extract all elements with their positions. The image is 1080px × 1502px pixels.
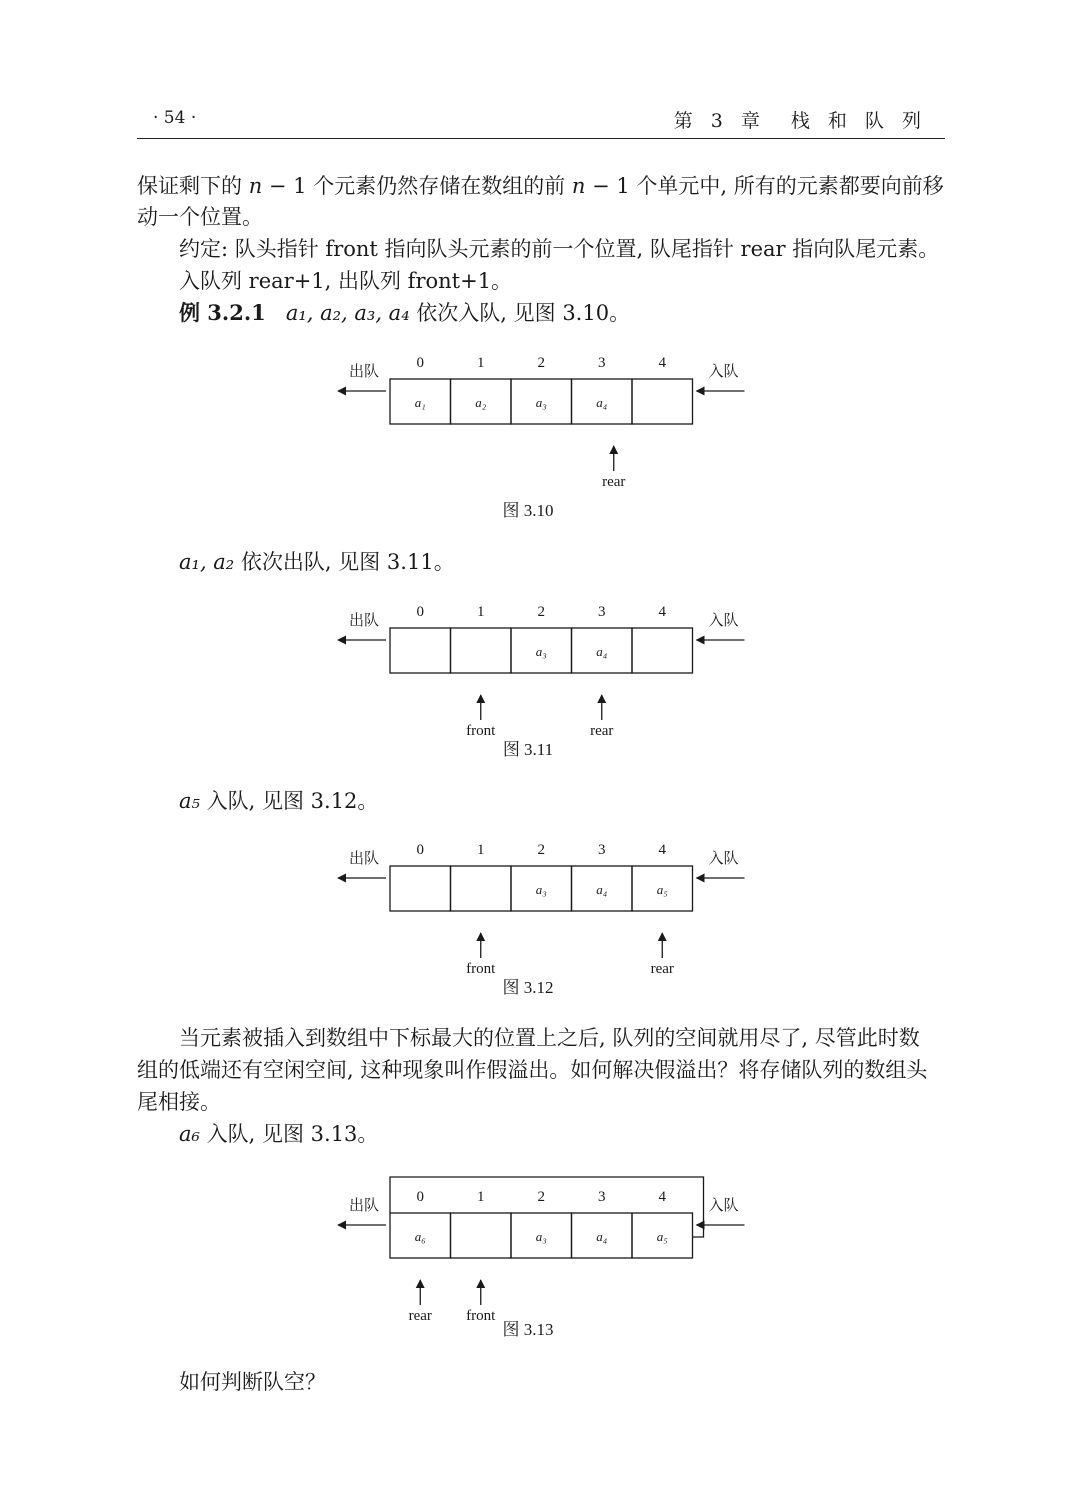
question-line: 如何判断队空？ <box>179 1370 326 1394</box>
cell-index: 3 <box>598 842 606 858</box>
enqueue-label: 入队 <box>708 851 739 867</box>
queue-cell <box>632 628 693 673</box>
overflow-line-3: 尾相接。 <box>137 1090 221 1114</box>
a6-line: a₆ 入队, 见图 3.13。 <box>179 1122 379 1146</box>
cell-index: 2 <box>537 604 545 620</box>
figure-caption: 图 3.11 <box>502 740 554 759</box>
dequeue-label: 出队 <box>348 851 380 867</box>
cell-value: a₅ <box>656 882 668 897</box>
chapter-title: 第 3 章 栈 和 队 列 <box>673 110 927 132</box>
cell-value: a₂ <box>475 395 487 410</box>
example-line: 例 3.2.1 a₁, a₂, a₃, a₄ 依次入队, 见图 3.10。 <box>179 300 631 325</box>
overflow-line-2: 组的低端还有空闲空间, 这种现象叫作假溢出。如何解决假溢出？将存储队列的数组头 <box>137 1058 928 1082</box>
enqueue-label: 入队 <box>708 613 739 629</box>
cell-value: a₄ <box>596 1229 608 1244</box>
cell-value: a₄ <box>596 882 608 897</box>
cell-index: 0 <box>416 355 424 371</box>
front-pointer-label: front <box>466 1308 496 1324</box>
dequeue-label: 出队 <box>348 1198 380 1214</box>
convention-text: 约定: 队头指针 front 指向队头元素的前一个位置, 队尾指针 rear 指向队尾元素。 <box>179 237 940 261</box>
queue-cell <box>451 1213 512 1258</box>
dequeue-label: 出队 <box>348 364 380 380</box>
cell-index: 2 <box>537 355 545 371</box>
paragraph-1-line-1: 保证剩下的 n − 1 个元素仍然存储在数组的前 n − 1 个单元中, 所有的元素都要向前移 <box>137 174 944 198</box>
queue-cell <box>451 866 512 911</box>
figure-caption: 图 3.10 <box>502 501 554 520</box>
paragraph-1-line-2: 动一个位置。 <box>137 205 263 229</box>
cell-index: 4 <box>658 842 666 858</box>
queue-cell <box>451 628 512 673</box>
cell-value: a₆ <box>414 1229 426 1244</box>
page-number: · 54 · <box>153 108 197 128</box>
cell-index: 1 <box>477 604 485 620</box>
cell-index: 2 <box>537 842 545 858</box>
cell-index: 4 <box>658 355 666 371</box>
cell-value: a₅ <box>656 1229 668 1244</box>
overflow-line-1: 当元素被插入到数组中下标最大的位置上之后, 队列的空间就用尽了, 尽管此时数 <box>179 1026 920 1050</box>
cell-value: a₃ <box>535 1229 547 1244</box>
enqueue-label: 入队 <box>708 364 739 380</box>
cell-index: 0 <box>416 1189 424 1205</box>
cell-index: 4 <box>658 1189 666 1205</box>
circular-link <box>390 1177 704 1237</box>
cell-index: 1 <box>477 1189 485 1205</box>
dequeue-label: 出队 <box>348 613 380 629</box>
cell-value: a₃ <box>535 882 547 897</box>
rear-pointer-label: rear <box>408 1308 432 1324</box>
rear-pointer-label: rear <box>602 474 626 490</box>
cell-index: 0 <box>416 604 424 620</box>
example-label: 例 3.2.1 <box>179 300 266 325</box>
cell-value: a₃ <box>535 644 547 659</box>
enqueue-rule: 入队列 rear+1, 出队列 front+1。 <box>179 269 513 293</box>
figure-caption: 图 3.13 <box>502 1320 554 1339</box>
cell-index: 3 <box>598 1189 606 1205</box>
dequeue-line: a₁, a₂ 依次出队, 见图 3.11。 <box>179 550 455 574</box>
queue-cell <box>390 866 451 911</box>
enqueue-label: 入队 <box>708 1198 739 1214</box>
cell-value: a₃ <box>535 395 547 410</box>
queue-cell <box>390 628 451 673</box>
cell-value: a₁ <box>414 395 426 410</box>
cell-value: a₄ <box>596 644 608 659</box>
cell-index: 1 <box>477 842 485 858</box>
cell-index: 0 <box>416 842 424 858</box>
cell-index: 3 <box>598 355 606 371</box>
cell-value: a₄ <box>596 395 608 410</box>
front-pointer-label: front <box>466 961 496 977</box>
a5-line: a₅ 入队, 见图 3.12。 <box>179 789 379 813</box>
rear-pointer-label: rear <box>590 723 614 739</box>
cell-index: 3 <box>598 604 606 620</box>
front-pointer-label: front <box>466 723 496 739</box>
figure-caption: 图 3.12 <box>502 978 554 997</box>
cell-index: 2 <box>537 1189 545 1205</box>
queue-cell <box>632 379 693 424</box>
cell-index: 4 <box>658 604 666 620</box>
rear-pointer-label: rear <box>650 961 674 977</box>
cell-index: 1 <box>477 355 485 371</box>
